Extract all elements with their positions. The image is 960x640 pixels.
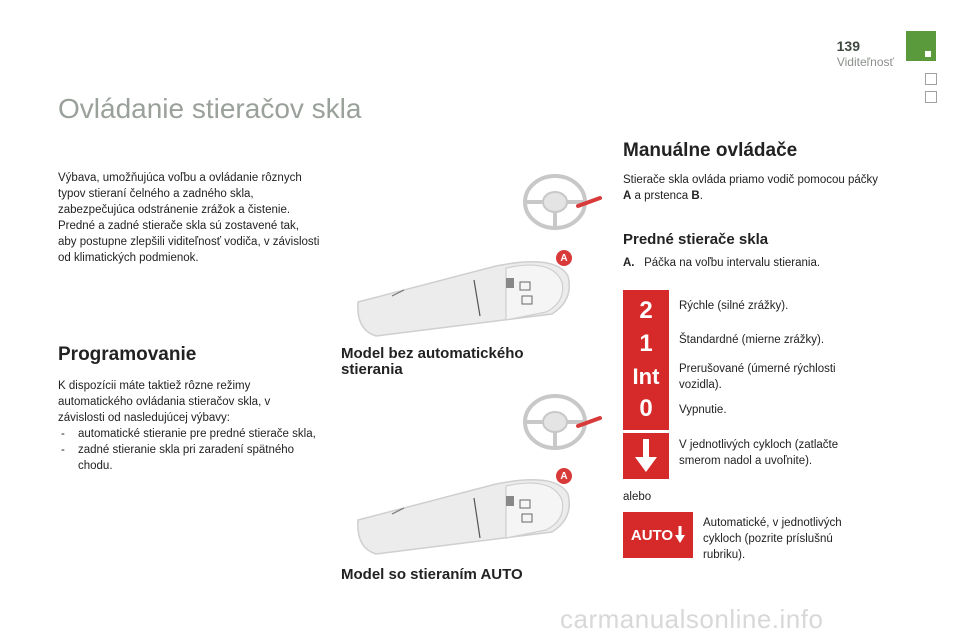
manual-heading: Manuálne ovládače	[623, 140, 798, 161]
mode-symbol-0: 0	[639, 395, 653, 423]
model-with-auto-label: Model so stieraním AUTO	[341, 566, 523, 583]
auto-symbol: AUTO	[623, 512, 693, 558]
mode-text-intermittent: Prerušované (úmerné rýchlosti vozidla).	[679, 363, 836, 391]
programming-text	[58, 378, 320, 474]
mode-symbol-int: Int	[632, 363, 660, 389]
manual-text: Stierače skla ovláda priamo vodič pomocou páčky A a prstenca B.	[623, 174, 879, 202]
watermark: carmanualsonline.info	[560, 604, 824, 634]
arrow-down-icon	[634, 439, 658, 473]
or-text: alebo	[623, 491, 652, 503]
arrow-down-icon	[675, 526, 685, 544]
section-marker-active	[906, 31, 936, 61]
lever-label-a: A	[556, 468, 572, 484]
wiper-lever-illustration	[356, 474, 576, 556]
lever-label-a: A	[556, 250, 572, 266]
mode-text-normal: Štandardné (mierne zrážky).	[679, 334, 825, 346]
mode-text-auto: Automatické, v jednotlivých cykloch (pozrite príslušnú rubriku).	[703, 517, 842, 561]
front-wipers-heading: Predné stierače skla	[623, 231, 769, 248]
wiper-mode-scale	[623, 290, 669, 430]
programming-heading: Programovanie	[58, 344, 197, 365]
lever-a-description: A. Páčka na voľbu intervalu stierania.	[623, 257, 821, 269]
page-title: Ovládanie stieračov skla	[58, 93, 362, 124]
mode-text-off: Vypnutie.	[679, 404, 727, 416]
mode-symbol-2: 2	[639, 296, 653, 324]
steering-wheel-illustration	[520, 392, 602, 454]
programming-intro: K dispozícii máte taktiež rôzne režimy automatického ovládania stieračov skla, v závislosti od nasledujúcej výbavy:	[58, 380, 271, 424]
wiper-lever-illustration	[356, 256, 576, 338]
mode-text-fast: Rýchle (silné zrážky).	[679, 300, 789, 312]
intro-text: Výbava, umožňujúca voľbu a ovládanie rôznych typov stieraní čelného a zadného skla, zabezpečujúca odstránenie zrážok a čistenie. Predné a zadné stierače skla sú zostavené tak, aby postupne zlepšili viditeľnosť vodiča, v závislosti od klimatických podmienok.	[58, 172, 320, 264]
section-marker	[925, 91, 937, 103]
mode-symbol-1: 1	[639, 330, 653, 358]
steering-wheel-illustration	[520, 172, 602, 234]
mode-text-single: V jednotlivých cykloch (zatlačte smerom nadol a uvoľnite).	[679, 439, 839, 467]
list-item: - automatické stieranie pre predné stierače skla,	[61, 428, 316, 440]
section-marker	[925, 73, 937, 85]
model-without-auto-label: Model bez automatického stierania	[341, 345, 524, 378]
page-number: 139	[836, 38, 860, 54]
push-down-symbol	[623, 433, 669, 479]
list-item: - zadné stieranie skla pri zaradení spätného chodu.	[61, 444, 295, 472]
section-name: Viditeľnosť	[836, 55, 894, 69]
